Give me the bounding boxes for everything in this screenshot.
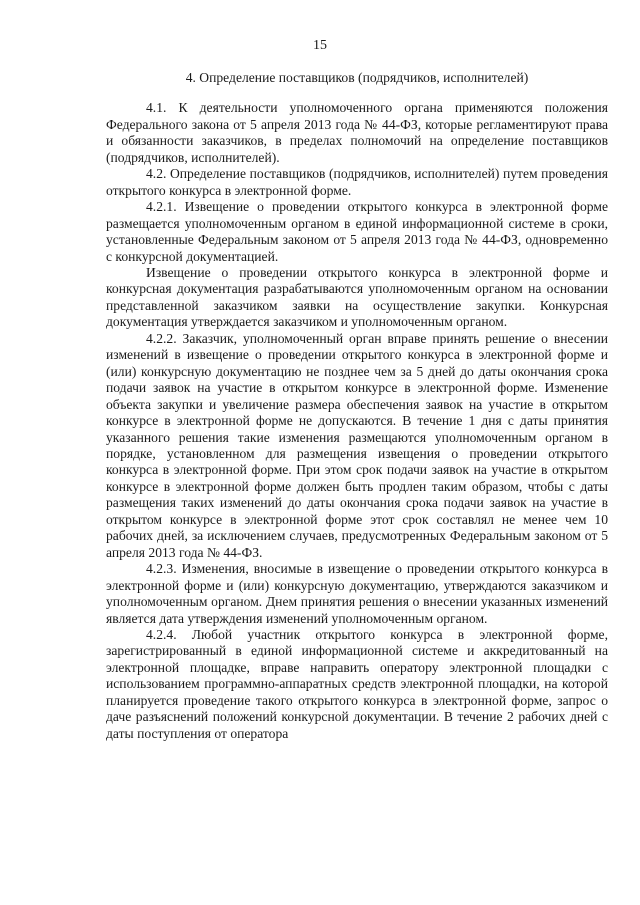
section-heading: 4. Определение поставщиков (подрядчиков, исполнителей) [185,70,529,85]
paragraph-4-2-2: 4.2.2. Заказчик, уполномоченный орган вправе принять решение о внесении изменений в извещение о проведении открытого конкурса в электронной форме и (или) конкурсную документацию не позднее чем за 5 дней до даты окончания срока подачи заявок на участие в открытом конкурсе в электронной форме. Изменение объекта закупки и увеличение размера обеспечения заявок на участие в открытом конкурсе в электронной форме не допускаются. В течение 1 дня с даты принятия указанного решения такие изменения размещаются уполномоченным органом в порядке, установленном для размещения извещения о проведении открытого конкурса в электронной форме. При этом срок подачи заявок на участие в открытом конкурсе в электронной форме должен быть продлен таким образом, чтобы с даты размещения таких изменений до даты окончания срока подачи заявок на участие в открытом конкурсе в электронной форме этот срок составлял не менее чем 10 рабочих дней, за исключением случаев, предусмотренных Федеральным законом от 5 апреля 2013 года № 44-ФЗ. [106,330,608,560]
paragraph-4-2-4: 4.2.4. Любой участник открытого конкурса в электронной форме, зарегистрированный в единой информационной системе и аккредитованный на электронной площадке, вправе направить оператору электронной площадки с использованием программно-аппаратных средств электронной площадки, на которой планируется проведение такого открытого конкурса в электронной форме, запрос о даче разъяснений положений конкурсной документации. В течение 2 рабочих дней с даты поступления от оператора [106,626,608,741]
paragraph-4-2: 4.2. Определение поставщиков (подрядчиков, исполнителей) путем проведения открытого конкурса в электронной форме. [106,166,608,198]
document-body [106,70,608,742]
paragraph-4-2-1-continued: Извещение о проведении открытого конкурса в электронной форме и конкурсная документация разрабатываются уполномоченным органом на основании представленной заказчиком заявки на осуществление закупки. Конкурсная документация утверждается заказчиком и уполномоченным органом. [106,264,608,330]
paragraph-4-2-3: 4.2.3. Изменения, вносимые в извещение о проведении открытого конкурса в электронной форме и (или) конкурсную документацию, утверждаются заказчиком и уполномоченным органом. Днем принятия решения о внесении указанных изменений является дата утверждения изменений уполномоченным органом. [106,561,608,626]
page-number: 15 [313,38,327,53]
paragraph-4-1: 4.1. К деятельности уполномоченного органа применяются положения Федерального закона от 5 апреля 2013 года № 44-ФЗ, которые регламентируют права и обязанности заказчиков, в пределах полномочий на определение поставщиков (подрядчиков, исполнителей). [106,100,608,165]
paragraph-4-2-1: 4.2.1. Извещение о проведении открытого конкурса в электронной форме размещается уполномоченным органом в единой информационной системе в сроки, установленные Федеральным законом от 5 апреля 2013 года № 44-ФЗ, одновременно с конкурсной документацией. [106,199,608,264]
